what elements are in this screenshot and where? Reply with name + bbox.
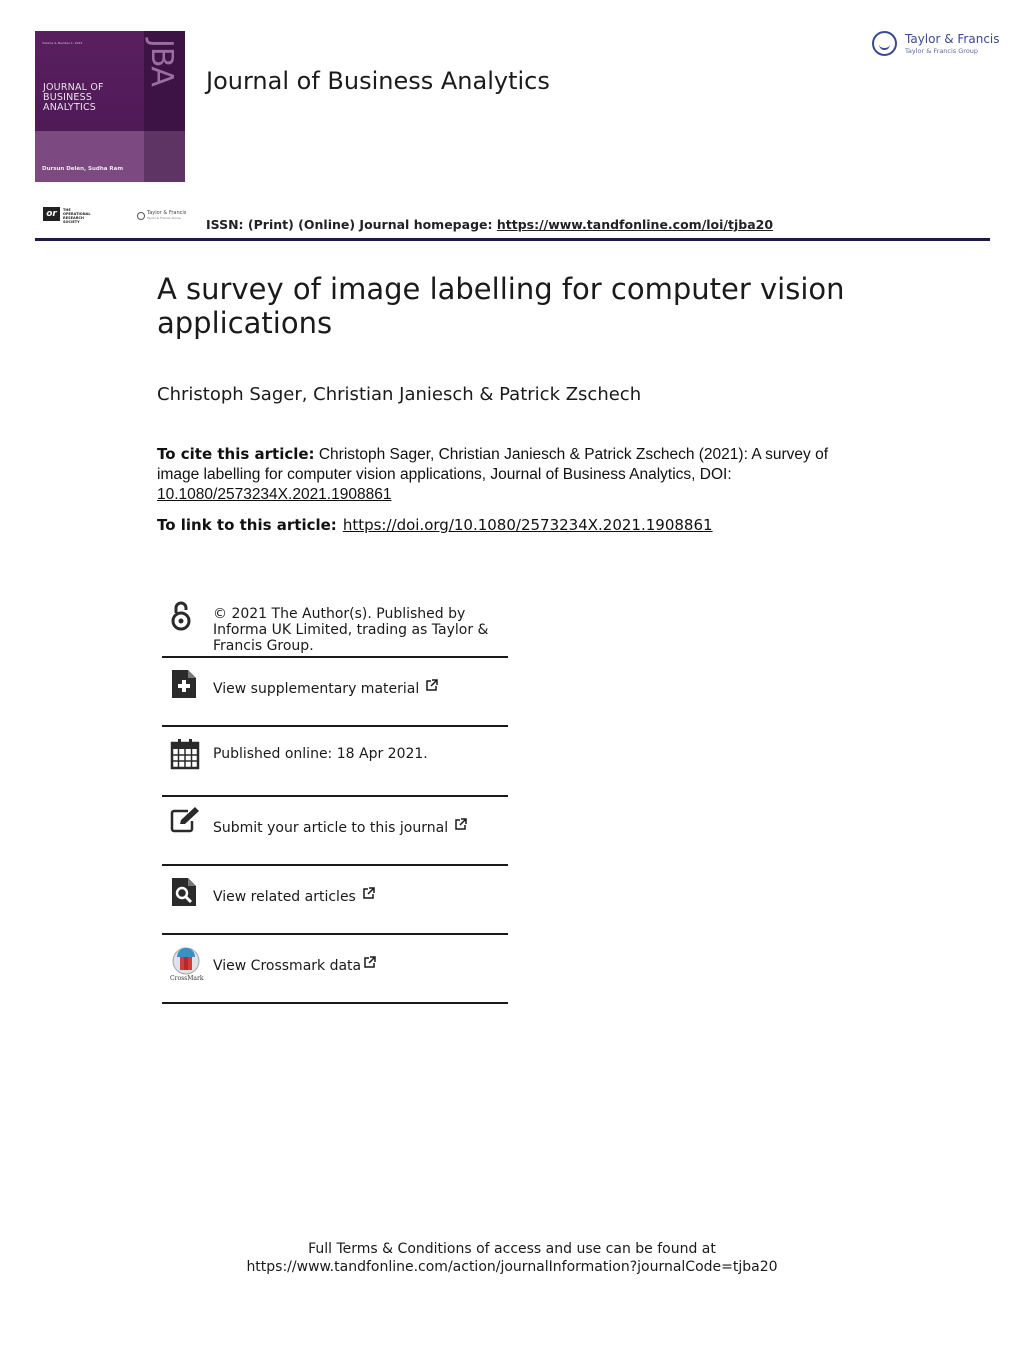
taylor-francis-logo[interactable]: Taylor & Francis Taylor & Francis Group [872, 31, 992, 61]
article-link-line [157, 516, 713, 534]
calendar-icon [170, 738, 200, 770]
supplementary-row[interactable] [162, 666, 508, 726]
external-link-icon [454, 818, 467, 831]
issn-line: ISSN: (Print) (Online) Journal homepage: https://www.tandfonline.com/loi/tjba20 [206, 217, 774, 232]
terms-footer [0, 1240, 1024, 1276]
taylor-francis-small-logo: Taylor & Francis Taylor & Francis Group [137, 211, 177, 221]
document-plus-icon [170, 668, 198, 700]
search-document-icon [170, 876, 198, 908]
open-access-row: © 2021 The Author(s). Published by Informa UK Limited, trading as Taylor & Francis Group. [162, 598, 508, 656]
row-divider [162, 656, 508, 658]
open-access-icon [170, 600, 192, 632]
published-row [162, 735, 508, 795]
published-date: Published online: 18 Apr 2021. [213, 746, 428, 762]
related-articles-row[interactable] [162, 874, 508, 934]
related-articles-link[interactable]: View related articles [213, 889, 356, 905]
submit-row[interactable] [162, 805, 508, 865]
cite-doi-link[interactable]: 10.1080/2573234X.2021.1908861 [157, 486, 392, 503]
terms-url-link[interactable]: https://www.tandfonline.com/action/journalInformation?journalCode=tjba20 [246, 1259, 778, 1275]
cover-editors: Dursun Delen, Sudha Ram [42, 166, 124, 172]
link-label: To link to this article: [157, 516, 337, 534]
article-authors: Christoph Sager, Christian Janiesch & Patrick Zschech [157, 384, 642, 405]
submit-article-link[interactable]: Submit your article to this journal [213, 820, 449, 836]
row-divider [162, 1002, 508, 1004]
supplementary-link[interactable]: View supplementary material [213, 681, 420, 697]
cover-title: JOURNAL OF BUSINESS ANALYTICS [43, 82, 104, 113]
citation-block [157, 444, 837, 505]
cover-spine-text: JBA [144, 39, 179, 86]
lamp-icon [137, 212, 145, 220]
row-divider [162, 795, 508, 797]
external-link-icon [363, 956, 376, 969]
article-doi-link[interactable]: https://doi.org/10.1080/2573234X.2021.1908861 [342, 516, 713, 534]
row-divider [162, 864, 508, 866]
terms-line: Full Terms & Conditions of access and use can be found at [308, 1241, 716, 1257]
row-divider [162, 725, 508, 727]
external-link-icon [425, 679, 438, 692]
header-divider [35, 238, 990, 241]
crossmark-logo: CrossMark [170, 946, 202, 984]
cover-tiny-text: Volume 4, Number 1, 2021 [42, 41, 83, 45]
external-link-icon [362, 887, 375, 900]
journal-cover-image [35, 31, 185, 182]
crossmark-row[interactable] [162, 943, 508, 1003]
journal-homepage-link[interactable]: https://www.tandfonline.com/loi/tjba20 [496, 217, 774, 232]
row-divider [162, 933, 508, 935]
crossmark-link[interactable]: View Crossmark data [213, 958, 362, 974]
edit-icon [170, 806, 202, 834]
cover-band-right [144, 131, 185, 182]
cite-text: Christoph Sager, Christian Janiesch & Patrick Zschech (2021): A survey of image labelling for computer vision applications, Journal of Business Analytics, DOI: [157, 446, 829, 483]
operational-research-society-logo: or THE OPERATIONAL RESEARCH SOCIETY [43, 206, 89, 222]
lamp-icon [872, 31, 897, 56]
article-title: A survey of image labelling for computer vision applications [157, 272, 845, 340]
journal-name: Journal of Business Analytics [206, 67, 550, 95]
crossmark-icon [170, 946, 202, 976]
cite-label: To cite this article: [157, 445, 315, 463]
